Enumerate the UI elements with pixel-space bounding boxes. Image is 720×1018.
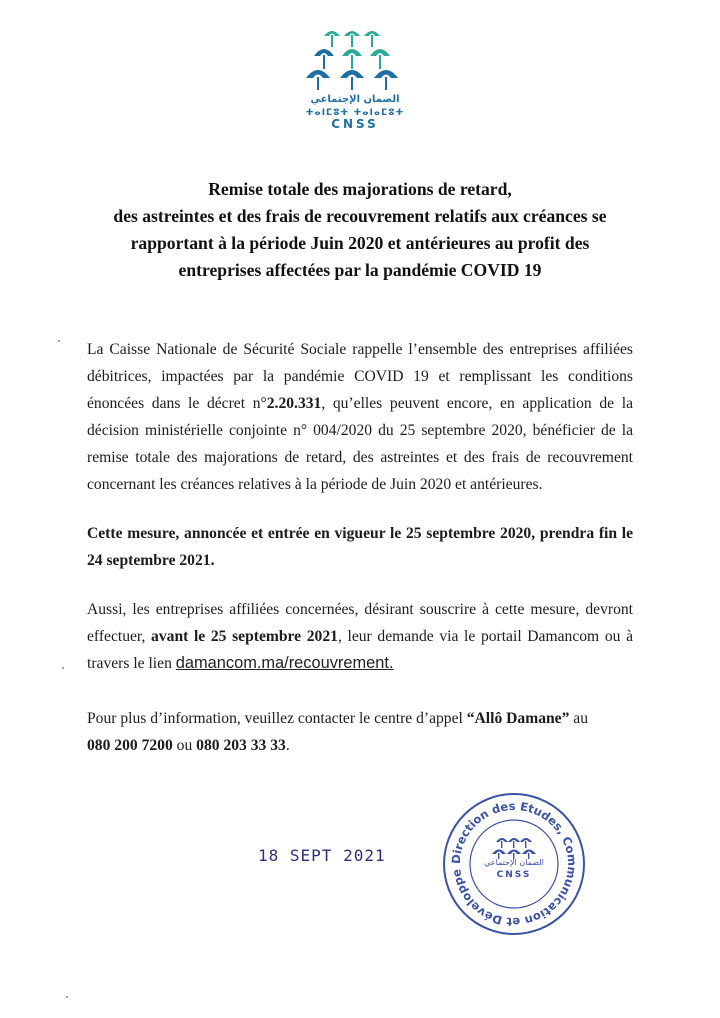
paragraph-validity: Cette mesure, annoncée et entrée en vigueur le 25 septembre 2020, prendra fin le 24 septembre 2021. [87,525,633,569]
procedure-text-b: , leur demande via le portail Damancom ou à travers le lien [87,628,633,672]
title-line-2: des astreintes et des frais de recouvrement relatifs aux créances se [113,206,607,226]
title-line-4: entreprises affectées par la pandémie COVID 19 [178,260,542,280]
logo-brand-text: CNSS [331,117,379,131]
deadline-text: avant le 25 septembre 2021 [151,628,338,645]
paragraph-procedure [87,596,633,677]
decree-number: 2.20.331 [266,395,322,412]
contact-text-b: au [569,710,589,727]
paragraph-intro [87,336,633,498]
scan-speck [62,667,64,669]
paragraph-contact [87,705,633,759]
scan-speck [58,340,60,342]
intro-text-b: , qu’elles peuvent encore, en application de la décision ministérielle conjointe n° 004/2020 du 25 septembre 2020, bénéficier de la remise totale des majorations de retard, des astreintes et des frais de recouvrement concernant les créances relatives à la période de Juin 2020 et antérieures. [87,395,633,493]
stamp-brand-text: CNSS [496,870,532,880]
title-line-3: rapportant à la période Juin 2020 et antérieures au profit des [130,233,590,253]
procedure-text-a: Aussi, les entreprises affiliées concernées, désirant souscrire à cette mesure, devront effectuer, [87,601,633,645]
scan-speck [66,996,68,998]
damancom-link[interactable]: damancom.ma/recouvrement. [175,654,394,672]
cnss-arches-icon [302,26,408,92]
phone-number-2: 080 203 33 33 [196,737,286,754]
date-stamp: 18 SEPT 2021 [258,846,386,865]
logo-tifinagh-text: ⵜⴰⵏⵎⵓⵜ ⵜⴰⵏⴰⵎⵓⵜ [305,108,405,118]
contact-end: . [285,737,290,754]
document-title [60,176,660,284]
contact-text-a: Pour plus d’information, veuillez contacter le centre d’appel [87,710,467,727]
logo-arabic-text: الضمان الإجتماعي [310,94,400,105]
callcenter-name: “Allô Damane” [466,710,570,727]
intro-text-a: La Caisse Nationale de Sécurité Sociale rappelle l’ensemble des entreprises affiliées débitrices, impactées par la pandémie COVID 19 et remplissant les conditions énoncées dans le décret n° [87,341,633,412]
stamp-ring-text: Direction des Etudes, Communication et Développe [448,798,580,930]
title-line-1: Remise totale des majorations de retard, [208,179,512,199]
phone-number-1: 080 200 7200 [87,737,173,754]
official-stamp [440,790,588,938]
cnss-logo [296,26,414,130]
contact-or: ou [172,737,197,754]
stamp-arabic-text: الضمان الإجتماعي [484,858,544,867]
